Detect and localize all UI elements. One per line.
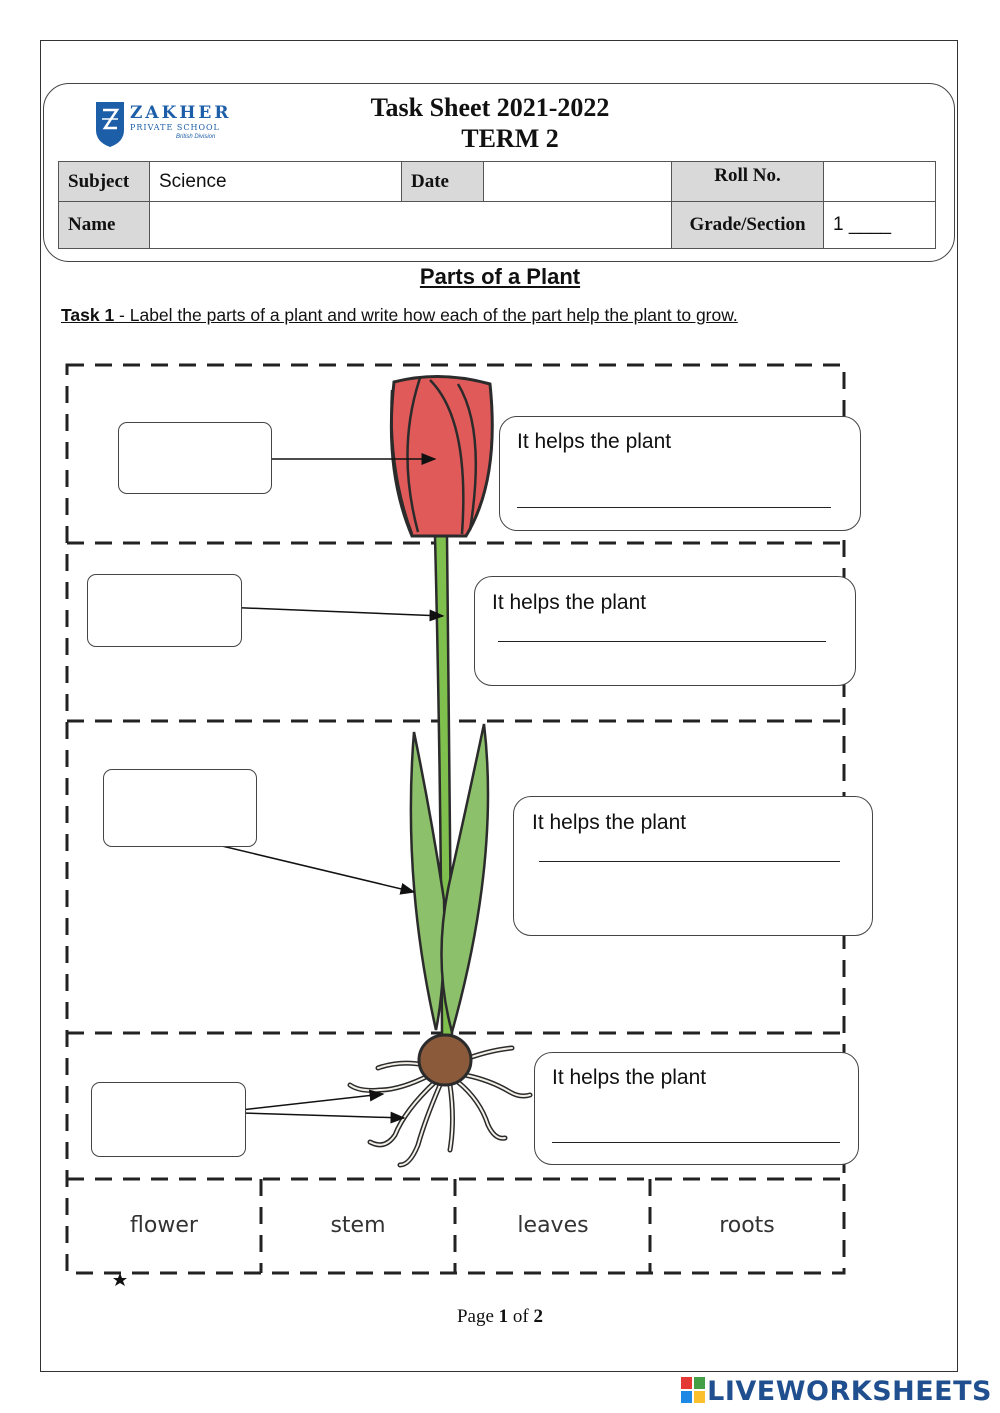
help-text-flower: It helps the plant [517, 430, 672, 453]
title-line1: Task Sheet 2021-2022 [370, 93, 610, 122]
title-line2: TERM 2 [461, 124, 559, 153]
word-bank-stem[interactable]: stem [330, 1213, 386, 1238]
subject-label: Subject [59, 162, 150, 202]
page-current: 1 [498, 1306, 509, 1327]
label-box-stem[interactable] [87, 574, 242, 647]
tulip-flower [391, 376, 492, 536]
answer-line-stem[interactable] [498, 641, 826, 642]
answer-line-roots[interactable] [552, 1142, 840, 1143]
grade-value[interactable]: 1 ____ [824, 202, 936, 249]
word-bank-flower[interactable]: flower [130, 1213, 198, 1238]
school-subname: PRIVATE SCHOOL [130, 123, 220, 132]
help-text-roots: It helps the plant [552, 1066, 707, 1089]
page-of: of [512, 1306, 529, 1327]
help-box-roots[interactable] [534, 1052, 859, 1165]
bulb-drawing [419, 1035, 471, 1085]
brand-text: LIVEWORKSHEETS [707, 1376, 992, 1407]
worksheet-heading: Parts of a Plant [419, 264, 581, 289]
help-box-stem[interactable] [474, 576, 856, 686]
date-label: Date [402, 162, 484, 202]
roll-label: Roll No. [672, 162, 824, 202]
answer-line-flower[interactable] [517, 507, 831, 508]
school-name: ZAKHER [130, 103, 232, 123]
word-bank-roots[interactable]: roots [719, 1213, 775, 1238]
page-indicator [0, 1306, 1000, 1328]
grade-label: Grade/Section [672, 202, 824, 249]
help-text-leaves: It helps the plant [532, 811, 687, 834]
name-label: Name [59, 202, 150, 249]
help-box-leaves[interactable] [513, 796, 873, 936]
page-word: Page [456, 1306, 494, 1327]
label-box-roots[interactable] [91, 1082, 246, 1157]
task-prefix: Task 1 [61, 305, 115, 325]
lwsh-logo-icon [681, 1377, 705, 1403]
school-division: British Division [176, 134, 216, 140]
liveworksheets-brand [681, 1376, 992, 1407]
help-box-flower[interactable] [499, 416, 861, 531]
word-bank-leaves[interactable]: leaves [517, 1213, 589, 1238]
page-total: 2 [533, 1306, 543, 1327]
label-box-flower[interactable] [118, 422, 272, 494]
task-text: - Label the parts of a plant and write how each of the part help the plant to grow. [114, 305, 738, 325]
star-icon [113, 1273, 127, 1286]
subject-value[interactable]: Science [150, 162, 402, 202]
answer-line-leaves[interactable] [539, 861, 840, 862]
help-text-stem: It helps the plant [492, 591, 647, 614]
label-box-leaves[interactable] [103, 769, 257, 847]
